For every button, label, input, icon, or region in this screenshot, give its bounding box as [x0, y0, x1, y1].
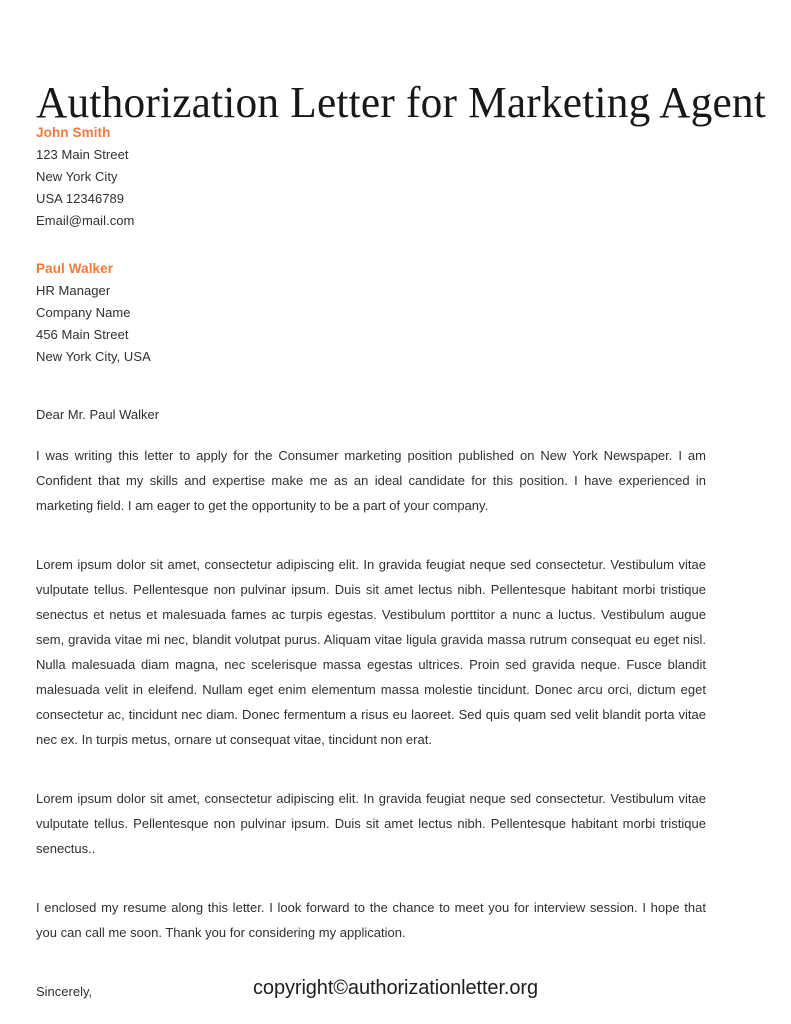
sender-email: Email@mail.com	[36, 213, 135, 228]
letter-paragraph: I enclosed my resume along this letter. I look forward to the chance to meet you for interview session. I hope that you can call me soon. Thank you for considering my application.	[36, 900, 706, 940]
salutation: Dear Mr. Paul Walker	[36, 407, 160, 422]
sender-address-line: 123 Main Street	[36, 147, 129, 162]
recipient-name: Paul Walker	[36, 261, 114, 276]
block-spacer	[36, 518, 706, 552]
sender-address-line: New York City	[36, 169, 118, 184]
recipient-address-line: New York City, USA	[36, 349, 151, 364]
letter-closing: Sincerely,	[36, 984, 93, 999]
block-spacer	[36, 945, 706, 979]
recipient-title: HR Manager	[36, 283, 111, 298]
recipient-address-block	[36, 258, 706, 368]
letter-paragraph: I was writing this letter to apply for the Consumer marketing position published on New York Newspaper. I am Confident that my skills and expertise make me as an ideal candidate for this position. I have experienced in marketing field. I am eager to get the opportunity to be a part of your company.	[36, 448, 706, 513]
block-spacer	[36, 368, 706, 402]
letter-body	[36, 122, 706, 1004]
footer-copyright: copyright©authorizationletter.org	[253, 977, 538, 999]
block-spacer	[36, 427, 706, 443]
sender-address-line: USA 12346789	[36, 191, 125, 206]
recipient-address-line: 456 Main Street	[36, 327, 129, 342]
letter-paragraph: Lorem ipsum dolor sit amet, consectetur adipiscing elit. In gravida feugiat neque sed consectetur. Vestibulum vitae vulputate tellus. Pellentesque non pulvinar ipsum. Duis sit amet lectus nibh. Pellentesque habitant morbi tristique senectus..	[36, 791, 706, 856]
recipient-company: Company Name	[36, 305, 131, 320]
block-spacer	[36, 861, 706, 895]
letter-paragraph: Lorem ipsum dolor sit amet, consectetur adipiscing elit. In gravida feugiat neque sed consectetur. Vestibulum vitae vulputate tellus. Pellentesque non pulvinar ipsum. Duis sit amet lectus nibh. Pellentesque habitant morbi tristique senectus et netus et malesuada fames ac turpis egestas. Vestibulum porttitor a nunc a luctus. Vestibulum augue sem, gravida vitae mi nec, blandit volutpat purus. Aliquam vitae ligula gravida massa rutrum consequat eu eget nisl. Nulla malesuada diam magna, nec scelerisque massa egestas ultrices. Proin sed gravida neque. Fusce blandit malesuada velit in eleifend. Nullam eget enim elementum massa molestie tincidunt. Donec arcu orci, dictum eget consectetur ac, tincidunt nec diam. Donec fermentum a risus eu laoreet. Sed quis quam sed velit blandit porta vitae nec ex. In turpis metus, ornare ut consequat vitae, tincidunt non erat.	[36, 557, 706, 747]
page-title: Authorization Letter for Marketing Agent	[36, 78, 767, 128]
sender-name: John Smith	[36, 125, 111, 140]
block-spacer	[36, 752, 706, 786]
sender-address-block	[36, 122, 706, 232]
block-spacer	[36, 232, 706, 258]
